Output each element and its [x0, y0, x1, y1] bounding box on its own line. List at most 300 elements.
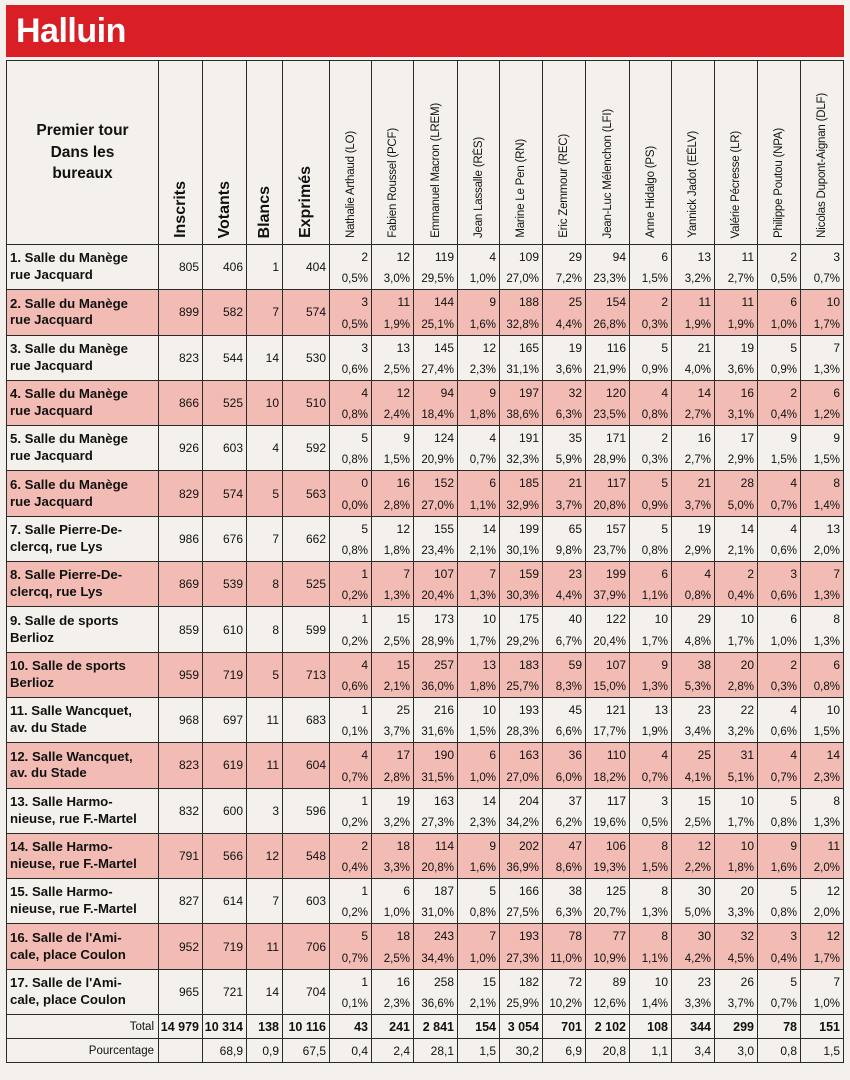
city-title: Halluin	[6, 5, 844, 57]
stat-header	[283, 61, 330, 245]
candidate-header-label: Nicolas Dupont-Aignan (DLF)	[816, 93, 828, 238]
vote-percent: 25,9%	[506, 998, 539, 1011]
blancs-cell: 7	[247, 290, 283, 335]
vote-count: 65	[568, 521, 582, 536]
vote-percent: 2,3%	[813, 771, 840, 784]
candidate-cell	[372, 788, 414, 833]
table-row	[7, 335, 844, 380]
exprimes-cell: 704	[283, 969, 330, 1014]
candidate-cell	[330, 833, 372, 878]
vote-percent: 2,3%	[469, 816, 496, 829]
vote-count: 94	[612, 250, 626, 264]
vote-count: 5	[661, 476, 668, 491]
total-candidate: 2 102	[586, 1015, 630, 1039]
vote-percent: 2,9%	[684, 545, 711, 558]
exprimes-cell: 603	[283, 879, 330, 924]
vote-percent: 0,6%	[770, 726, 797, 739]
vote-count: 2	[790, 250, 797, 264]
vote-percent: 5,9%	[555, 454, 582, 467]
corner-header-line: Premier tour	[36, 121, 129, 139]
vote-count: 10	[482, 702, 496, 717]
vote-count: 8	[833, 612, 840, 627]
vote-count: 19	[740, 340, 754, 355]
candidate-cell	[758, 562, 801, 607]
vote-count: 193	[518, 702, 539, 717]
candidate-cell	[372, 471, 414, 516]
vote-percent: 21,9%	[593, 363, 626, 376]
vote-count: 5	[790, 793, 797, 808]
candidate-cell	[458, 380, 500, 425]
candidate-cell	[372, 335, 414, 380]
votants-cell: 600	[203, 788, 247, 833]
candidate-cell	[586, 290, 630, 335]
vote-percent: 34,2%	[506, 816, 539, 829]
candidate-cell	[758, 380, 801, 425]
candidate-cell	[543, 335, 586, 380]
vote-count: 109	[518, 250, 539, 264]
candidate-cell	[586, 516, 630, 561]
vote-count: 21	[697, 340, 711, 355]
vote-count: 114	[434, 838, 454, 853]
vote-percent: 28,9%	[593, 454, 626, 467]
exprimes-cell: 599	[283, 607, 330, 652]
vote-count: 18	[396, 929, 410, 944]
candidate-cell	[372, 924, 414, 969]
vote-percent: 1,5%	[813, 454, 840, 467]
vote-count: 14	[697, 385, 711, 400]
table-row	[7, 471, 844, 516]
candidate-cell	[801, 924, 844, 969]
percentage-candidate: 0,8	[758, 1039, 801, 1063]
bureau-name-line: 15. Salle Harmo-	[10, 884, 113, 900]
candidate-cell	[372, 652, 414, 697]
vote-percent: 3,7%	[383, 726, 410, 739]
exprimes-cell: 574	[283, 290, 330, 335]
vote-percent: 31,6%	[421, 726, 454, 739]
vote-count: 5	[361, 929, 368, 944]
exprimes-cell: 592	[283, 426, 330, 471]
vote-percent: 0,3%	[641, 318, 668, 331]
candidate-cell	[330, 426, 372, 471]
vote-percent: 28,9%	[421, 635, 454, 648]
vote-percent: 0,3%	[770, 680, 797, 693]
vote-count: 8	[661, 929, 668, 944]
vote-count: 117	[606, 793, 626, 808]
bureau-name-line: 2. Salle du Manège	[10, 295, 128, 311]
vote-count: 5	[361, 521, 368, 536]
vote-percent: 1,3%	[469, 590, 496, 603]
vote-percent: 32,3%	[506, 454, 539, 467]
vote-percent: 23,7%	[593, 545, 626, 558]
candidate-cell	[758, 697, 801, 742]
candidate-cell	[801, 879, 844, 924]
vote-count: 122	[605, 612, 626, 627]
candidate-cell	[543, 833, 586, 878]
vote-count: 17	[396, 748, 410, 763]
vote-percent: 6,3%	[555, 907, 582, 920]
vote-count: 163	[518, 748, 539, 763]
table-row	[7, 290, 844, 335]
bureau-name-line: cale, place Coulon	[10, 991, 126, 1007]
candidate-cell	[414, 697, 458, 742]
vote-count: 4	[661, 748, 668, 763]
exprimes-cell: 510	[283, 380, 330, 425]
candidate-cell	[543, 516, 586, 561]
total-blancs: 138	[247, 1015, 283, 1039]
candidate-cell	[630, 879, 672, 924]
vote-count: 204	[518, 793, 539, 808]
candidate-cell	[372, 607, 414, 652]
candidate-cell	[630, 788, 672, 833]
vote-percent: 2,3%	[383, 998, 410, 1011]
candidate-cell	[414, 833, 458, 878]
vote-count: 182	[518, 974, 539, 989]
vote-count: 5	[661, 521, 668, 536]
candidate-cell	[801, 426, 844, 471]
bureau-name-line: Berlioz	[10, 629, 54, 645]
inscrits-cell: 805	[159, 245, 203, 290]
vote-count: 30	[697, 884, 711, 899]
candidate-cell	[414, 879, 458, 924]
vote-percent: 2,1%	[383, 680, 410, 693]
vote-percent: 2,0%	[813, 545, 840, 558]
vote-count: 6	[661, 250, 668, 264]
vote-count: 38	[568, 884, 582, 899]
candidate-cell	[586, 607, 630, 652]
vote-count: 32	[740, 929, 754, 944]
vote-count: 30	[697, 929, 711, 944]
candidate-cell	[500, 607, 543, 652]
candidate-cell	[330, 380, 372, 425]
stat-header	[247, 61, 283, 245]
vote-percent: 0,8%	[341, 454, 368, 467]
candidate-cell	[630, 290, 672, 335]
vote-percent: 0,6%	[341, 680, 368, 693]
inscrits-cell: 952	[159, 924, 203, 969]
vote-count: 14	[826, 748, 840, 763]
candidate-header-label: Fabien Roussel (PCF)	[386, 128, 399, 238]
total-candidate: 701	[543, 1015, 586, 1039]
vote-count: 19	[568, 340, 582, 355]
vote-percent: 3,0%	[383, 273, 410, 286]
vote-count: 10	[740, 793, 754, 808]
bureau-name	[7, 562, 159, 607]
vote-percent: 1,0%	[469, 771, 496, 784]
vote-percent: 1,6%	[469, 318, 496, 331]
vote-percent: 0,9%	[770, 363, 797, 376]
vote-percent: 19,3%	[593, 862, 626, 875]
total-candidate: 299	[715, 1015, 758, 1039]
candidate-cell	[630, 969, 672, 1014]
vote-percent: 0,8%	[770, 907, 797, 920]
vote-count: 36	[568, 748, 582, 763]
vote-count: 2	[661, 431, 668, 446]
candidate-cell	[586, 924, 630, 969]
total-candidate: 3 054	[500, 1015, 543, 1039]
corner-header-line: Dans les	[50, 143, 115, 161]
candidate-cell	[758, 924, 801, 969]
vote-percent: 23,5%	[593, 409, 626, 422]
vote-count: 4	[790, 748, 797, 763]
blancs-cell: 7	[247, 879, 283, 924]
vote-percent: 20,8%	[421, 862, 454, 875]
table-row	[7, 516, 844, 561]
exprimes-cell: 596	[283, 788, 330, 833]
vote-percent: 1,1%	[641, 590, 668, 603]
vote-count: 10	[482, 612, 496, 627]
percentage-exprimes: 67,5	[283, 1039, 330, 1063]
vote-count: 1	[361, 884, 368, 899]
candidate-cell	[758, 426, 801, 471]
candidate-cell	[543, 879, 586, 924]
candidate-cell	[758, 471, 801, 516]
vote-count: 107	[605, 657, 626, 672]
vote-count: 16	[697, 431, 711, 446]
vote-percent: 1,7%	[727, 816, 754, 829]
vote-percent: 20,8%	[593, 499, 626, 512]
candidate-cell	[672, 471, 715, 516]
vote-percent: 17,7%	[593, 726, 626, 739]
vote-percent: 0,9%	[641, 499, 668, 512]
vote-count: 3	[833, 250, 840, 264]
bureau-name-line: rue Jacquard	[10, 312, 93, 328]
candidate-cell	[458, 743, 500, 788]
vote-percent: 3,4%	[684, 726, 711, 739]
vote-percent: 1,3%	[813, 635, 840, 648]
bureau-name-line: 14. Salle Harmo-	[10, 839, 113, 855]
candidate-cell	[414, 607, 458, 652]
candidate-cell	[758, 335, 801, 380]
vote-count: 14	[482, 521, 496, 536]
candidate-cell	[458, 562, 500, 607]
vote-count: 17	[740, 431, 754, 446]
vote-count: 21	[697, 476, 711, 491]
candidate-cell	[715, 652, 758, 697]
candidate-cell	[758, 607, 801, 652]
vote-percent: 4,5%	[727, 952, 754, 965]
candidate-cell	[672, 743, 715, 788]
vote-percent: 31,1%	[506, 363, 539, 376]
candidate-cell	[801, 380, 844, 425]
candidate-cell	[414, 743, 458, 788]
vote-count: 23	[568, 567, 582, 582]
bureau-name-line: rue Jacquard	[10, 403, 93, 419]
vote-percent: 2,5%	[383, 952, 410, 965]
vote-percent: 1,3%	[813, 816, 840, 829]
vote-count: 4	[790, 521, 797, 536]
vote-count: 119	[434, 250, 454, 264]
vote-count: 159	[518, 567, 539, 582]
bureau-name	[7, 969, 159, 1014]
candidate-cell	[543, 652, 586, 697]
vote-percent: 1,5%	[469, 726, 496, 739]
candidate-cell	[672, 833, 715, 878]
vote-count: 20	[740, 884, 754, 899]
candidate-cell	[672, 697, 715, 742]
vote-percent: 3,2%	[383, 816, 410, 829]
vote-count: 37	[568, 793, 582, 808]
candidate-cell	[458, 335, 500, 380]
inscrits-cell: 823	[159, 743, 203, 788]
vote-count: 7	[833, 340, 840, 355]
vote-count: 243	[433, 929, 454, 944]
vote-count: 9	[790, 431, 797, 446]
vote-count: 72	[568, 974, 582, 989]
votants-cell: 719	[203, 652, 247, 697]
candidate-cell	[330, 924, 372, 969]
vote-count: 199	[605, 567, 626, 582]
candidate-cell	[500, 290, 543, 335]
vote-percent: 0,8%	[770, 816, 797, 829]
stat-header-label: Votants	[215, 180, 233, 238]
votants-cell: 539	[203, 562, 247, 607]
candidate-cell	[458, 516, 500, 561]
blancs-cell: 11	[247, 743, 283, 788]
vote-percent: 3,1%	[727, 409, 754, 422]
vote-percent: 9,8%	[555, 545, 582, 558]
candidate-cell	[414, 562, 458, 607]
vote-percent: 0,2%	[341, 907, 368, 920]
candidate-cell	[372, 969, 414, 1014]
vote-percent: 4,8%	[684, 635, 711, 648]
vote-count: 4	[790, 702, 797, 717]
vote-percent: 11,0%	[550, 952, 582, 965]
vote-count: 257	[433, 657, 454, 672]
vote-count: 10	[654, 974, 668, 989]
candidate-cell	[715, 245, 758, 290]
vote-count: 12	[396, 250, 410, 264]
candidate-cell	[543, 245, 586, 290]
vote-percent: 29,2%	[506, 635, 539, 648]
vote-percent: 15,0%	[593, 680, 626, 693]
candidate-cell	[672, 969, 715, 1014]
vote-percent: 1,8%	[469, 680, 496, 693]
vote-count: 4	[361, 657, 368, 672]
vote-percent: 4,0%	[684, 363, 711, 376]
vote-count: 3	[790, 567, 797, 582]
bureau-name-line: av. du Stade	[10, 720, 87, 736]
vote-count: 29	[697, 612, 711, 627]
vote-percent: 2,1%	[469, 545, 496, 558]
vote-count: 94	[440, 385, 454, 400]
vote-count: 171	[605, 431, 626, 446]
votants-cell: 614	[203, 879, 247, 924]
bureau-name-line: 7. Salle Pierre-De-	[10, 522, 123, 538]
candidate-header	[586, 61, 630, 245]
vote-percent: 38,6%	[506, 409, 539, 422]
vote-percent: 1,0%	[469, 273, 496, 286]
candidate-cell	[500, 245, 543, 290]
candidate-cell	[500, 879, 543, 924]
candidate-cell	[586, 245, 630, 290]
candidate-cell	[630, 562, 672, 607]
vote-percent: 6,6%	[555, 726, 582, 739]
candidate-cell	[330, 969, 372, 1014]
candidate-cell	[414, 652, 458, 697]
candidate-cell	[500, 516, 543, 561]
candidate-cell	[330, 335, 372, 380]
candidate-cell	[330, 516, 372, 561]
vote-percent: 5,0%	[684, 907, 711, 920]
vote-count: 4	[361, 748, 368, 763]
candidate-cell	[630, 335, 672, 380]
candidate-cell	[715, 426, 758, 471]
candidate-cell	[801, 245, 844, 290]
vote-percent: 0,8%	[469, 907, 496, 920]
vote-percent: 1,7%	[641, 635, 668, 648]
vote-percent: 1,8%	[383, 545, 410, 558]
vote-count: 10	[826, 702, 840, 717]
candidate-cell	[586, 743, 630, 788]
candidate-cell	[586, 380, 630, 425]
vote-count: 155	[433, 521, 454, 536]
vote-percent: 1,3%	[641, 907, 668, 920]
vote-count: 11	[698, 295, 711, 310]
vote-count: 124	[433, 431, 454, 446]
vote-count: 0	[361, 476, 368, 491]
inscrits-cell: 791	[159, 833, 203, 878]
bureau-name	[7, 471, 159, 516]
vote-percent: 1,7%	[813, 952, 840, 965]
vote-count: 13	[826, 521, 840, 536]
vote-count: 8	[833, 476, 840, 491]
vote-percent: 37,9%	[593, 590, 626, 603]
votants-cell: 582	[203, 290, 247, 335]
blancs-cell: 5	[247, 471, 283, 516]
candidate-cell	[586, 833, 630, 878]
candidate-cell	[458, 652, 500, 697]
vote-count: 78	[568, 929, 582, 944]
candidate-header-label: Emmanuel Macron (LREM)	[429, 103, 442, 238]
vote-percent: 31,0%	[421, 907, 454, 920]
total-votants: 10 314	[203, 1015, 247, 1039]
vote-count: 9	[489, 385, 496, 400]
blancs-cell: 14	[247, 969, 283, 1014]
vote-count: 11	[397, 295, 410, 310]
total-candidate: 2 841	[414, 1015, 458, 1039]
bureau-name	[7, 516, 159, 561]
vote-count: 19	[396, 793, 410, 808]
vote-percent: 0,2%	[341, 635, 368, 648]
vote-count: 185	[518, 476, 539, 491]
vote-count: 77	[612, 929, 626, 944]
blancs-cell: 8	[247, 607, 283, 652]
blancs-cell: 10	[247, 380, 283, 425]
candidate-cell	[458, 879, 500, 924]
total-label: Total	[7, 1015, 159, 1039]
percentage-candidate: 20,8	[586, 1039, 630, 1063]
candidate-cell	[372, 879, 414, 924]
vote-percent: 2,0%	[813, 862, 840, 875]
table-row	[7, 245, 844, 290]
vote-count: 59	[568, 657, 582, 672]
bureau-name	[7, 607, 159, 652]
vote-count: 190	[433, 748, 454, 763]
candidate-cell	[715, 969, 758, 1014]
bureau-name-line: rue Jacquard	[10, 357, 93, 373]
candidate-cell	[330, 879, 372, 924]
vote-count: 6	[790, 612, 797, 627]
candidate-cell	[715, 924, 758, 969]
vote-count: 120	[605, 385, 626, 400]
candidate-cell	[458, 471, 500, 516]
vote-percent: 1,6%	[469, 862, 496, 875]
vote-percent: 2,7%	[684, 409, 711, 422]
candidate-cell	[372, 697, 414, 742]
vote-percent: 0,5%	[641, 816, 668, 829]
vote-count: 6	[403, 884, 410, 899]
candidate-header-label: Jean Lassalle (RÉS)	[472, 136, 485, 238]
